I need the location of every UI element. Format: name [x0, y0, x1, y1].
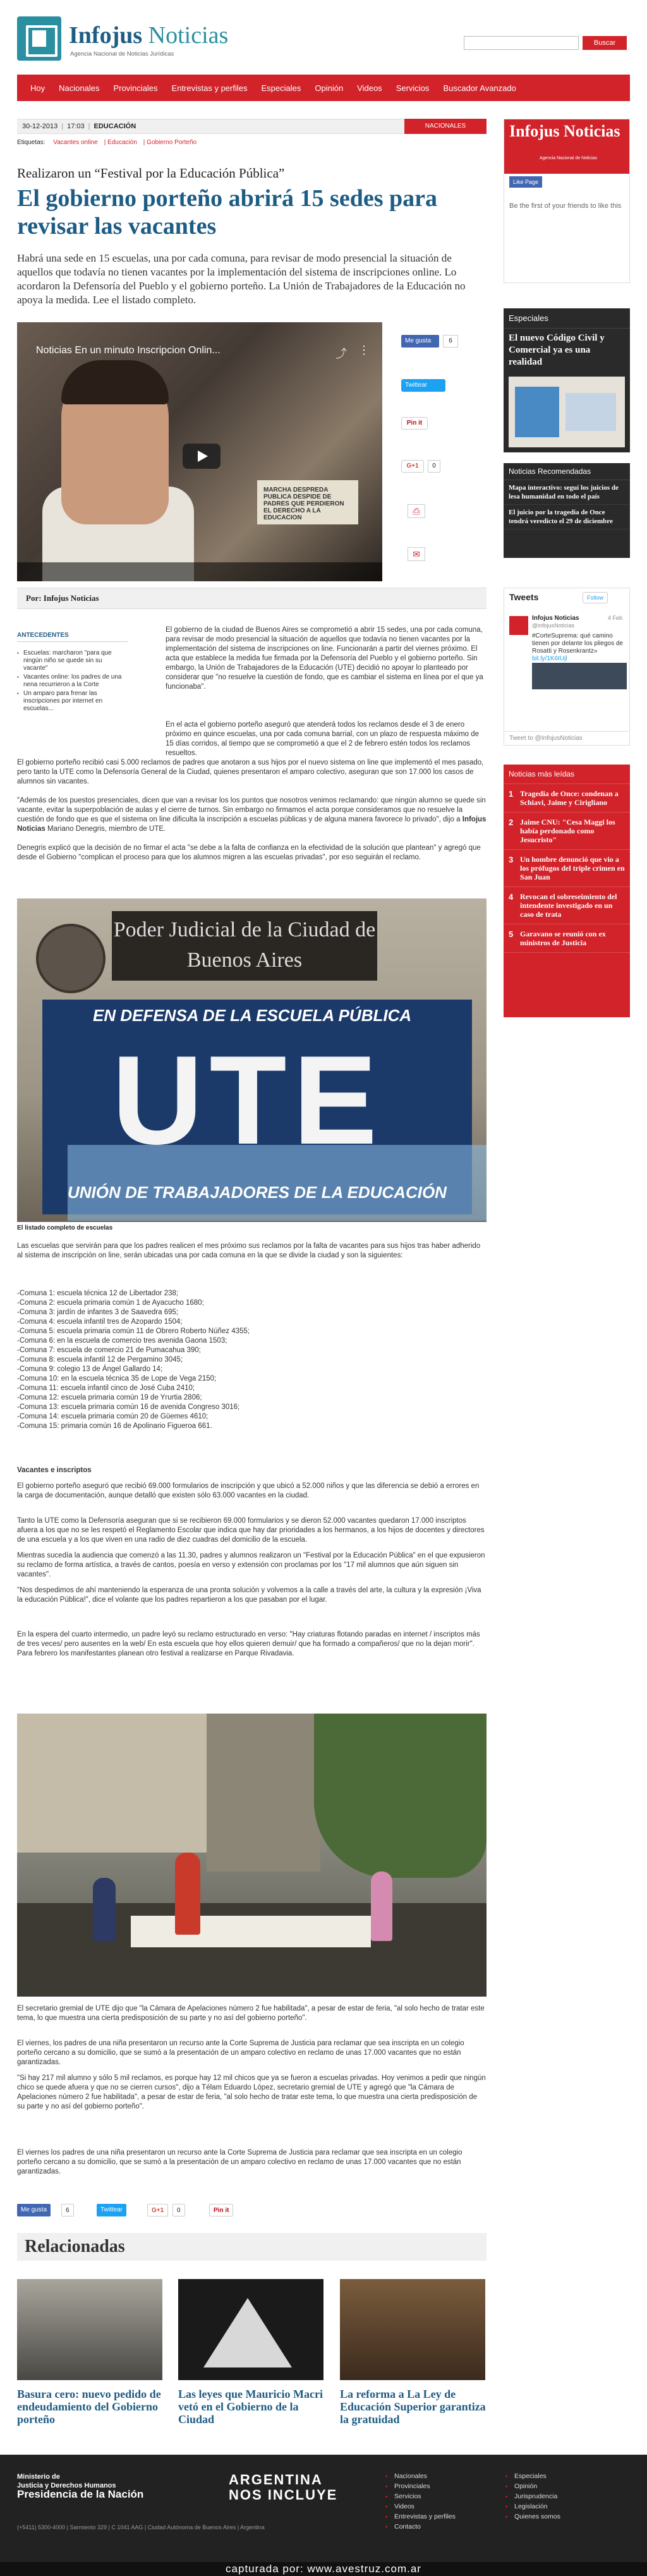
mas-leidas-number: 3	[509, 855, 514, 864]
site-logo[interactable]	[17, 15, 257, 62]
share-icon[interactable]: ⤴	[336, 348, 347, 360]
google-plus-button[interactable]: G+1	[147, 2204, 168, 2216]
list-item: -Comuna 14: escuela primaria común 20 de Güemes 4610;	[17, 1413, 209, 1420]
video-title[interactable]: Noticias En un minuto Inscripcion Onlin...	[36, 345, 221, 356]
print-icon[interactable]: ⎙	[408, 504, 425, 518]
twitter-follow-button[interactable]: Follow	[583, 592, 608, 603]
pinterest-button[interactable]: Pin it	[401, 417, 428, 430]
photo-building-center	[207, 1714, 320, 1872]
antecedentes-title: ANTECEDENTES	[17, 632, 128, 642]
mas-leidas-item[interactable]	[504, 924, 630, 953]
banner-bottom-text: UNIÓN DE TRABAJADORES DE LA EDUCACIÓN	[68, 1183, 447, 1202]
tweet-body: #CorteSuprema: qué camino tienen por delante los pliegos de Rosatti y Rosenkrantz»	[532, 632, 623, 655]
mas-leidas-header: Noticias más leídas	[504, 765, 630, 784]
footer-link[interactable]: ▪ Contacto	[385, 2522, 456, 2532]
list-item: -Comuna 11: escuela infantil cinco de José Cuba 2410;	[17, 1384, 195, 1392]
list-item: -Comuna 10: en la escuela técnica 35 de Lope de Vega 2150;	[17, 1375, 217, 1382]
related-item-title[interactable]: La reforma a La Ley de Educación Superior garantiza la gratuidad	[340, 2388, 486, 2426]
antecedentes-link[interactable]: ▪ Vacantes online: los padres de una nena recurrieron a la Corte	[17, 674, 128, 689]
photo-building-left	[17, 1714, 207, 1853]
list-item: -Comuna 15: primaria común 16 de Apolinario Figueroa 661.	[17, 1422, 212, 1430]
more-icon[interactable]: ⋮	[358, 344, 370, 356]
tweet-author-handle[interactable]: @infojusNoticias	[532, 622, 575, 629]
especiales-title[interactable]: El nuevo Código Civil y Comercial ya es una realidad	[509, 333, 605, 367]
nav-item-buscador[interactable]: Buscador Avanzado	[443, 83, 516, 93]
logo-subtitle: Agencia Nacional de Noticias Jurídicas	[70, 51, 174, 57]
article-paragraph: Tanto la UTE como la Defensoría aseguran que si se recibieron 69.000 formularios y se dieron 52.000 vacantes quedaron 17.000 inscriptos afuera a los que no se les respetó el Reglamento Escolar que indica que hay dar prioridades a los hermanos, a los hijos de docentes y directores de una escuela y a los que viven en una radio de diez cuadras del domicilio de la escuela.	[17, 1517, 485, 1544]
mas-leidas-title[interactable]: Un hombre denunció que vio a los prófugos del triple crimen en San Juan	[520, 855, 625, 881]
facebook-like-count: 6	[61, 2204, 74, 2216]
nav-item-hoy[interactable]: Hoy	[30, 83, 45, 93]
tag-link[interactable]: Vacantes online	[53, 139, 98, 146]
coat-of-arms-icon	[36, 924, 106, 993]
list-item: -Comuna 12: escuela primaria común 19 de Yrurtia 2806;	[17, 1394, 202, 1401]
mas-leidas-number: 5	[509, 929, 514, 939]
festival-photo	[17, 1714, 487, 1997]
related-item[interactable]	[178, 2279, 327, 2426]
nav-item-especiales[interactable]: Especiales	[261, 83, 301, 93]
article-paragraph: El gobierno porteño recibió casi 5.000 reclamos de padres que anotaron a sus hijos por el nuevo sistema on line que implementó el mes pasado, pero tanto la UTE como la Defensoría General de la Ciudad, quienes presentaron el amparo colectivo, aseguran que son 17.000 los casos de alumnos sin vacantes.	[17, 759, 484, 785]
article-paragraph: Mientras sucedía la audiencia que comenzó a las 11.30, padres y alumnos realizaron un "Festival por la Educación Pública" en el que expusieron su reclamo de forma artística, a través de cantos, poesía en verso y extensión con proclamas por los "17 mil alumnos que aún siguen sin vacantes".	[17, 1552, 485, 1578]
nav-item-videos[interactable]: Videos	[357, 83, 382, 93]
footer-link[interactable]: ▪ Opinión	[505, 2481, 560, 2491]
footer-link[interactable]: ▪ Quienes somos	[505, 2512, 560, 2522]
related-item-title[interactable]: Las leyes que Mauricio Macri vetó en el Gobierno de la Ciudad	[178, 2388, 323, 2426]
list-item: -Comuna 8: escuela infantil 12 de Pergamino 3045;	[17, 1356, 183, 1364]
recomendadas-item[interactable]: Mapa interactivo: seguí los juicios de lesa humanidad en todo el país	[504, 480, 630, 505]
footer-link[interactable]: ▪ Nacionales	[385, 2471, 456, 2481]
nav-item-entrevistas[interactable]: Entrevistas y perfiles	[171, 83, 248, 93]
nav-item-nacionales[interactable]: Nacionales	[59, 83, 100, 93]
article-paragraph: El gobierno de la ciudad de Buenos Aires se comprometió a abrir 15 sedes, una por cada comuna, para revisar de modo presencial la situación de aquellos que todavía no tienen vacantes por la implementación del sistema de inscripciones on line. Funcionarán a partir del viernes próximo. El acta que establece la medida fue firmada por la Defensoría del Pueblo y el gobierno porteño. Sin embargo, la Unión de Trabajadores de la Educación (UTE) decidió no apoyar lo planteado por considerar que "no resuelve la cuestión de fondo, que es cambiar el sistema en línea por el que ya funcionaba".	[166, 626, 483, 691]
list-item: -Comuna 5: escuela primaria común 11 de Obrero Roberto Núñez 4355;	[17, 1327, 250, 1335]
article-paragraph: Las escuelas que servirán para que los padres realicen el mes próximo sus reclamos por la falta de vacantes para sus hijos tras haber adherido al sistema de inscripción on line, serán ubicadas una por cada comuna en la que se divide la ciudad y son la siguientes:	[17, 1242, 481, 1259]
google-plus-count: 0	[172, 2204, 185, 2216]
brand-mention: Infojus Noticias	[17, 816, 487, 833]
mas-leidas-number: 1	[509, 789, 514, 799]
related-thumbnail[interactable]	[340, 2279, 485, 2380]
argentina-text: ARGENTINA	[229, 2472, 323, 2488]
capture-watermark: capturada por: www.avestruz.com.ar	[0, 2562, 647, 2576]
recomendadas-header: Noticias Recomendadas	[504, 463, 630, 480]
article-time: 17:03	[67, 123, 85, 130]
footer-link[interactable]: ▪ Especiales	[505, 2471, 560, 2481]
facebook-widget-logo: Infojus Noticias	[509, 122, 620, 140]
recomendadas-item[interactable]: El juicio por la tragedia de Once tendrá veredicto el 29 de diciembre	[504, 505, 630, 529]
schools-list	[17, 1289, 487, 1431]
video-controls-bar	[17, 562, 382, 581]
article-paragraph: "Si hay 217 mil alumno y sólo 5 mil reclamos, es porque hay 12 mil chicos que ya se fueron a escuelas privadas. Hoy venimos a pedir que ningún chico se quede afuera y que no se cierren cursos", dijo a Télam Eduardo López, secretario gremial de UTE y agregó que "la Cámara de Apelaciones número 2 fue habilitada", a pesar de estar de feria, "al solo hecho de tratar este tema, lo que muestra una cierta predisposición de su parte y no así del gobierno porteño".	[17, 2074, 486, 2110]
facebook-widget-text: Be the first of your friends to like this	[509, 202, 622, 210]
mas-leidas-title[interactable]: Revocan el sobreseimiento del intendente investigado en un caso de trata	[520, 892, 617, 919]
mas-leidas-title[interactable]: Jaime CNU: "Cesa Maggi los había perdonado como Jesucristo"	[520, 818, 615, 844]
footer-links-col2	[505, 2471, 560, 2522]
quote-attribution: Mariano Denegris, miembro de UTE.	[47, 825, 166, 833]
quote-text: "Además de los puestos presenciales, dicen que van a revisar los los puntos que nosotros venimos reclamando: que ningún alumno se quede sin vacante, evitar la superpoblación de aulas y el cierre de turnos. Sin embargo no firmamos el acta porque consideramos que no resuelve la cuestión de fondo que es que el sistema on line dificulta la inscripción a escuelas públicas y de alguna manera favorece lo privado", dijo a	[17, 797, 486, 823]
illustration-shape	[203, 2298, 292, 2367]
banner-big-text: UTE	[112, 1030, 384, 1171]
article-paragraph: El secretario gremial de UTE dijo que "la Cámara de Apelaciones número 2 fue habilitada", a pesar de estar de feria, "al solo hecho de tratar este tema, lo que muestra una cierta predisposición de su parte y no así del gobierno porteño".	[17, 2005, 485, 2022]
photo-caption: El listado completo de escuelas	[17, 1225, 113, 1231]
photo-tree	[314, 1714, 487, 1878]
especiales-header: Especiales	[504, 308, 630, 329]
protest-photo	[17, 898, 487, 1222]
illustration-shape	[515, 387, 559, 437]
ministerio-line2: Justicia y Derechos Humanos	[17, 2482, 116, 2489]
article-paragraph-block	[17, 720, 487, 862]
facebook-widget-sub: Agencia Nacional de Noticias	[540, 156, 598, 160]
tag-link[interactable]: Educación	[107, 139, 137, 146]
google-plus-button[interactable]: G+1	[401, 460, 424, 473]
photo-person	[175, 1853, 200, 1935]
logo-icon	[17, 16, 61, 61]
site-header	[0, 0, 647, 70]
especiales-widget	[504, 308, 630, 452]
tweets-header: Tweets	[509, 592, 539, 602]
article-section: EDUCACIÓN	[94, 123, 136, 130]
logo-title	[69, 21, 228, 49]
article-paragraph: El viernes, los padres de una niña presentaron un recurso ante la Corte Suprema de Justicia para reclamar que sea inscripta en un colegio porteño cercano a su domicilio, que se sumó a la presentación de un amparo colectivo en reclamo de unas 17.000 vacantes que no están garantizadas.	[17, 2040, 464, 2066]
main-nav	[17, 75, 630, 101]
footer-address: (+5411) 5300-4000 | Sarmiento 329 | C 1041 AAG | Ciudad Autónoma de Buenos Aires | Argentina	[17, 2524, 265, 2531]
footer-link[interactable]: ▪ Videos	[385, 2501, 456, 2512]
facebook-widget	[504, 119, 630, 283]
search-input[interactable]	[464, 36, 579, 50]
footer-link[interactable]: ▪ Servicios	[385, 2491, 456, 2501]
article-kicker: Realizaron un “Festival por la Educación Pública”	[17, 166, 285, 181]
nav-item-opinion[interactable]: Opinión	[315, 83, 344, 93]
list-item: -Comuna 4: escuela infantil tres de Azopardo 1504;	[17, 1318, 183, 1326]
mas-leidas-title[interactable]: Tragedia de Once: condenan a Schiavi, Jaime y Cirigliano	[520, 789, 619, 807]
google-plus-count: 0	[428, 460, 440, 473]
article-paragraph: Denegris explicó que la decisión de no firmar el acta "se debe a la falta de confianza en la efectividad de la solución que plantean" y agregó que desde el Gobierno "complican el proceso para que los alumnos migren a las escuelas privadas", por eso seguirán el reclamo.	[17, 844, 481, 861]
ute-banner	[42, 1000, 472, 1214]
date-bar: 30-12-2013 | 17:03 | EDUCACIÓN	[17, 119, 487, 134]
mas-leidas-number: 2	[509, 818, 514, 827]
tweet-time[interactable]: 4 Feb	[608, 615, 623, 621]
logo-brand-light: Noticias	[142, 22, 229, 49]
tag-link[interactable]: Gobierno Porteño	[147, 139, 197, 146]
logo-brand-bold: Infojus	[69, 22, 143, 49]
related-item[interactable]	[17, 2279, 166, 2426]
list-item: -Comuna 2: escuela primaria común 1 de Ayacucho 1680;	[17, 1299, 204, 1307]
antecedentes-link[interactable]: ▪ Un amparo para frenar las inscripciones por internet en escuelas...	[17, 690, 128, 713]
mas-leidas-item[interactable]	[504, 887, 630, 924]
list-item: -Comuna 7: escuela de comercio 21 de Pumacahua 390;	[17, 1346, 201, 1354]
mail-icon[interactable]: ✉	[408, 547, 425, 561]
article-paragraph: El gobierno porteño aseguró que recibió 69.000 formularios de inscripción y que ubicó a 52.000 niños y que las diferencia se debió a errores en la carga de documentación, aunque detalló que existen sólo 63.000 vacantes en la ciudad.	[17, 1482, 480, 1499]
article-date: 30-12-2013	[22, 123, 58, 130]
article-paragraph: En la espera del cuarto intermedio, un padre leyó su reclamo estructurado en verso: "Hay criaturas flotando paradas en internet / inscriptos más de tres veces/ pero ausentes en la web/ En esta escuela que hoy ellos quieren demuir/ que ha formado a compañeros/ que no la dejan morir". Para febrero los manifestantes planean otro festival a realizarse en Parque Rivadavia.	[17, 1631, 480, 1657]
article-byline: Por: Infojus Noticias	[17, 588, 487, 609]
tags-label: Etiquetas:	[17, 139, 45, 146]
especiales-image[interactable]	[509, 377, 625, 447]
related-item[interactable]	[340, 2279, 488, 2426]
mas-leidas-title[interactable]: Garavano se reunió con ex ministros de Justicia	[520, 929, 606, 947]
footer-link[interactable]: ▪ Entrevistas y perfiles	[385, 2512, 456, 2522]
building-sign: Poder Judicial de la Ciudad de Buenos Aires	[112, 911, 377, 981]
twitter-button[interactable]: Twittear	[97, 2204, 126, 2216]
footer-link[interactable]: ▪ Provinciales	[385, 2481, 456, 2491]
article-paragraph: "Nos despedimos de ahí manteniendo la esperanza de una pronta solución y volvemos a la calle a través del arte, la cultura y la expresión ¡Viva la educación Pública!", dice el volante que los padres repartieron a los que pasaban por el lugar.	[17, 1587, 481, 1604]
illustration-shape	[565, 393, 616, 431]
article-headline: El gobierno porteño abrirá 15 sedes para revisar las vacantes	[17, 185, 437, 239]
subheading: Vacantes e inscriptos	[17, 1466, 92, 1474]
video-banner-text: MARCHA DESPREDA PUBLICA DESPIDE DE PADRES QUE PERDIERON EL DERECHO A LA EDUCACION	[257, 480, 358, 524]
related-title: Relacionadas	[17, 2233, 487, 2261]
related-thumbnail[interactable]	[178, 2279, 324, 2380]
related-thumbnail[interactable]	[17, 2279, 162, 2380]
footer-link[interactable]: ▪ Jurisprudencia	[505, 2491, 560, 2501]
article-paragraph: En el acta el gobierno porteño aseguró que atenderá todos los reclamos desde el 3 de enero próximo en quince escuelas, una por cada comuna barrial, con un plazo de respuesta máximo de 15 días corridos, al tiempo que se comprometió a que el 2 de febrero estén todos los reclamos resueltos.	[166, 721, 480, 757]
argentina-logo[interactable]	[229, 2472, 337, 2503]
mas-leidas-item[interactable]	[504, 813, 630, 850]
avatar[interactable]	[509, 616, 528, 635]
facebook-like-button[interactable]: Me gusta	[401, 335, 439, 348]
antecedentes-box	[17, 632, 128, 714]
ministerio-logo[interactable]	[17, 2472, 143, 2499]
video-player[interactable]	[17, 322, 382, 581]
tweet-author-name[interactable]: Infojus Noticias	[532, 615, 579, 622]
list-item: -Comuna 6: en la escuela de comercio tres avenida Gaona 1503;	[17, 1337, 227, 1345]
list-item: -Comuna 13: escuela primaria común 16 de avenida Congreso 3016;	[17, 1403, 240, 1411]
presidencia-text: Presidencia de la Nación	[17, 2488, 144, 2500]
recomendadas-widget	[504, 463, 630, 558]
list-item: -Comuna 3: jardín de infantes 3 de Saavedra 695;	[17, 1309, 179, 1316]
facebook-widget-cover[interactable]	[504, 119, 629, 174]
mas-leidas-item[interactable]	[504, 784, 630, 813]
tweet-image[interactable]	[532, 663, 627, 689]
related-item-title[interactable]: Basura cero: nuevo pedido de endeudamiento del Gobierno porteño	[17, 2388, 161, 2426]
ministerio-line1: Ministerio de	[17, 2473, 60, 2481]
section-button[interactable]: NACIONALES	[404, 119, 487, 134]
nav-item-provinciales[interactable]: Provinciales	[113, 83, 158, 93]
footer-link[interactable]: ▪ Legislación	[505, 2501, 560, 2512]
article-paragraph	[17, 796, 487, 834]
photo-person	[93, 1878, 116, 1941]
share-bar-bottom	[17, 2204, 487, 2216]
search-button[interactable]: Buscar	[583, 36, 627, 50]
footer-links-col1	[385, 2471, 456, 2532]
facebook-like-count: 6	[443, 335, 458, 348]
play-button[interactable]	[183, 444, 221, 469]
nav-item-servicios[interactable]: Servicios	[396, 83, 430, 93]
tweet-link[interactable]: bit.ly/1K6IUjl	[532, 655, 567, 662]
mas-leidas-item[interactable]	[504, 850, 630, 887]
list-item: -Comuna 1: escuela técnica 12 de Libertador 238;	[17, 1290, 179, 1297]
twitter-button[interactable]: Twittear	[401, 379, 445, 392]
photo-table	[131, 1916, 371, 1947]
list-item: -Comuna 9: colegio 13 de Ángel Gallardo 14;	[17, 1365, 163, 1373]
mas-leidas-number: 4	[509, 892, 514, 902]
mas-leidas-widget	[504, 765, 630, 1017]
facebook-like-page-button[interactable]: Like Page	[509, 176, 542, 188]
nos-incluye-text: NOS INCLUYE	[229, 2487, 338, 2503]
antecedentes-link[interactable]: ▪ Escuelas: marcharon "para que ningún niño se quede sin su vacante"	[17, 650, 128, 672]
article-paragraph: El viernes los padres de una niña presentaron un recurso ante la Corte Suprema de Justicia para reclamar que sea inscripta en un colegio porteño cercano a su domicilio, que se sumó a la presentación de un amparo colectivo en reclamo de unas 17.000 vacantes que no están garantizadas.	[17, 2149, 463, 2175]
tweet-to-link[interactable]: Tweet to @InfojusNoticias	[504, 731, 629, 745]
photo-person	[371, 1872, 392, 1941]
tags-bar: Etiquetas: Vacantes online | Educación | Gobierno Porteño	[17, 139, 197, 146]
twitter-widget	[504, 588, 630, 746]
banner-top-text: EN DEFENSA DE LA ESCUELA PÚBLICA	[93, 1006, 412, 1025]
article-lead: Habrá una sede en 15 escuelas, una por cada comuna, para revisar de modo presencial la situación de aquellos que todavía no tienen vacantes por la implementación del sistema de inscripciones online. Lo acordaron la Defensoría del Pueblo y el gobierno porteño. La Unión de Trabajadores de la Educación no apoya la medida. Lee el listado completo.	[17, 252, 466, 306]
pinterest-button[interactable]: Pin it	[209, 2204, 233, 2216]
site-footer	[0, 2455, 647, 2562]
facebook-like-button[interactable]: Me gusta	[17, 2204, 51, 2216]
